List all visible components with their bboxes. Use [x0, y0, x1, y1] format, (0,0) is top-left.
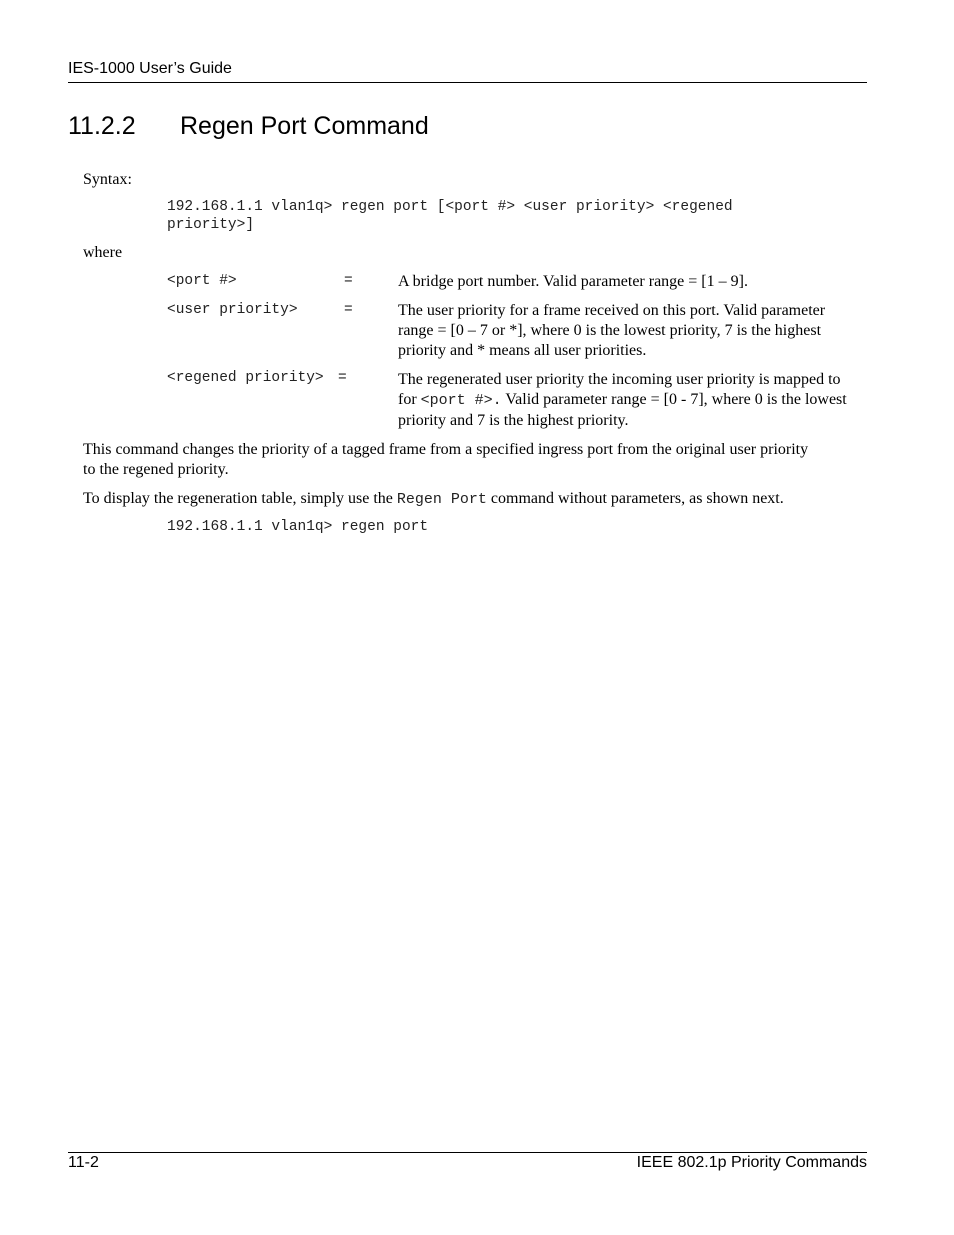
param-desc-regened-post: Valid parameter range = [0 - 7], where 0 is the lowest priority and 7 is the highest priority.: [398, 391, 847, 429]
param-desc-user-priority: The user priority for a frame received on this port. Valid parameter range = [0 – 7 or *], where 0 is the lowest priority, 7 is the highest priority and * means all user priorities.: [398, 302, 826, 359]
body-paragraph-2-code: Regen Port: [396, 491, 487, 508]
param-eq-port: =: [344, 273, 353, 289]
example-code: 192.168.1.1 vlan1q> regen port: [167, 519, 429, 535]
param-term-port: <port #>: [167, 273, 237, 289]
body-paragraph-2-pre: To display the regeneration table, simply use the: [83, 490, 397, 507]
param-desc-regened-code: <port #>.: [420, 392, 502, 409]
param-eq-regened-priority: =: [338, 370, 347, 386]
body-paragraph-1: This command changes the priority of a tagged frame from a specified ingress port from the original user priority to the regened priority.: [83, 441, 809, 478]
footer-rule: [68, 1152, 867, 1153]
body-paragraph-2-post: command without parameters, as shown next.: [486, 490, 784, 507]
footer-chapter-title: IEEE 802.1p Priority Commands: [636, 1154, 867, 1171]
section-number: 11.2.2: [68, 112, 136, 140]
param-desc-port: A bridge port number. Valid parameter range = [1 – 9].: [398, 273, 748, 290]
param-term-regened-priority: <regened priority>: [167, 370, 324, 386]
section-heading: [68, 112, 429, 141]
header-rule: [68, 82, 867, 83]
param-eq-user-priority: =: [344, 302, 353, 318]
footer-page-number: 11-2: [68, 1154, 99, 1171]
param-desc-regened-priority: [398, 370, 853, 431]
section-title: Regen Port Command: [180, 112, 429, 140]
syntax-code-line-2: priority>]: [167, 217, 255, 233]
param-desc-regened-pre: The regenerated user priority the incoming user priority is mapped to for: [398, 371, 841, 408]
body-paragraph-2: [83, 489, 873, 510]
syntax-label: Syntax:: [83, 171, 132, 188]
where-label: where: [83, 244, 123, 261]
param-term-user-priority: <user priority>: [167, 302, 298, 318]
syntax-code-line-1: 192.168.1.1 vlan1q> regen port [<port #> <user priority> <regened: [167, 199, 733, 215]
running-header: IES-1000 User’s Guide: [68, 60, 232, 77]
